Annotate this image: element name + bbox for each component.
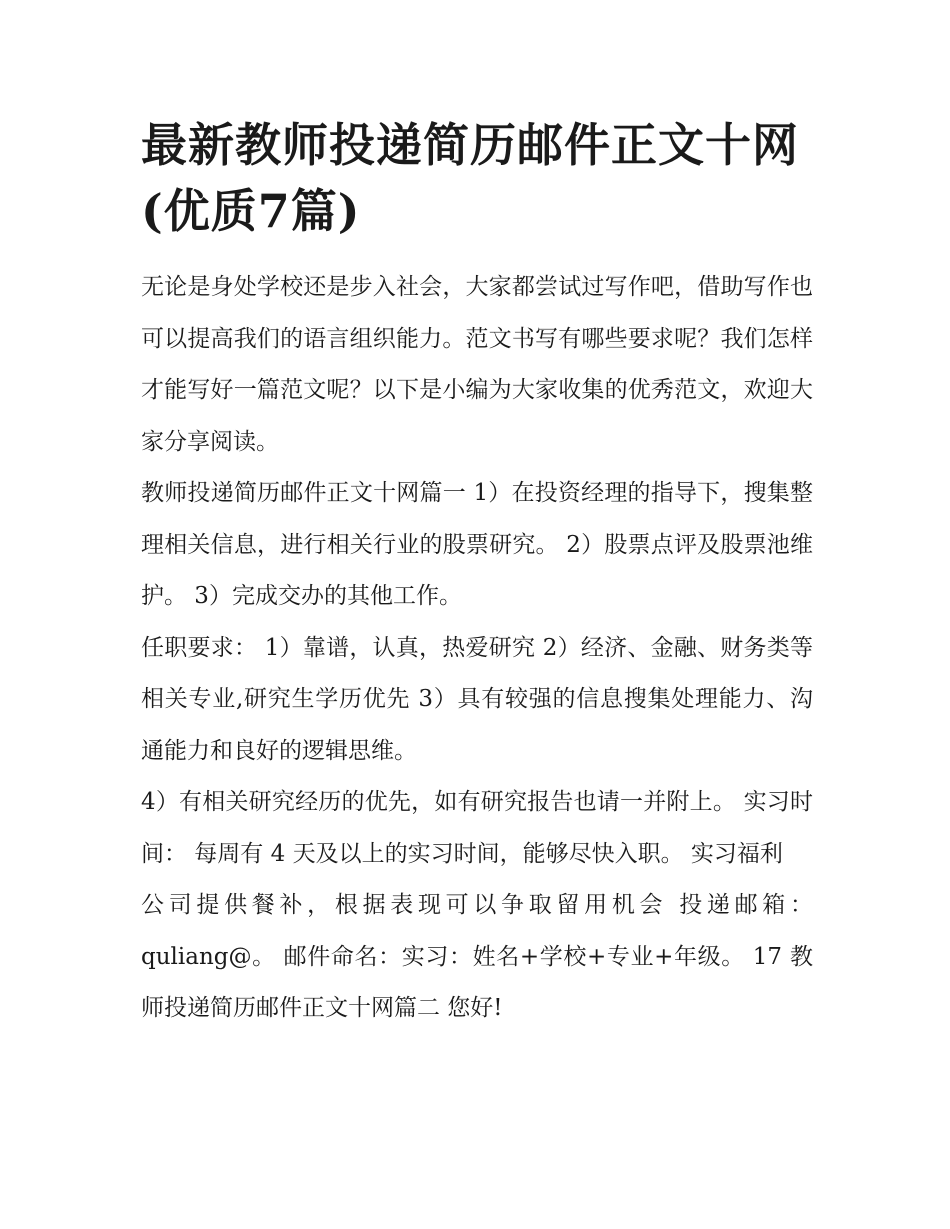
paragraph-internship-time: 4）有相关研究经历的优先，如有研究报告也请一并附上。 实习时间： 每周有 4 天及以上的实习时间，能够尽快入职。 实习福利 bbox=[141, 789, 813, 867]
document-title: 最新教师投递简历邮件正文十网(优质7篇) bbox=[141, 118, 799, 238]
paragraph-intro: 无论是身处学校还是步入社会，大家都尝试过写作吧，借助写作也可以提高我们的语言组织能力。范文书写有哪些要求呢？我们怎样才能写好一篇范文呢？以下是小编为大家收集的优秀范文，欢迎大家分享阅读。 bbox=[141, 274, 813, 455]
paragraph-requirements: 任职要求： 1）靠谱，认真，热爱研究 2）经济、金融、财务类等相关专业,研究生学历优先 3）具有较强的信息搜集处理能力、沟通能力和良好的逻辑思维。 bbox=[141, 634, 813, 764]
paragraph-job-duties: 教师投递简历邮件正文十网篇一 1）在投资经理的指导下，搜集整理相关信息，进行相关行业的股票研究。 2）股票点评及股票池维护。 3）完成交办的其他工作。 bbox=[141, 480, 813, 609]
document-body bbox=[141, 112, 813, 1035]
paragraph-benefits-contact: 公司提供餐补，根据表现可以争取留用机会 投递邮箱：quliang@。 邮件命名：实习：姓名+学校+专业+年级。 17 教师投递简历邮件正文十网篇二 您好! bbox=[141, 892, 813, 1021]
